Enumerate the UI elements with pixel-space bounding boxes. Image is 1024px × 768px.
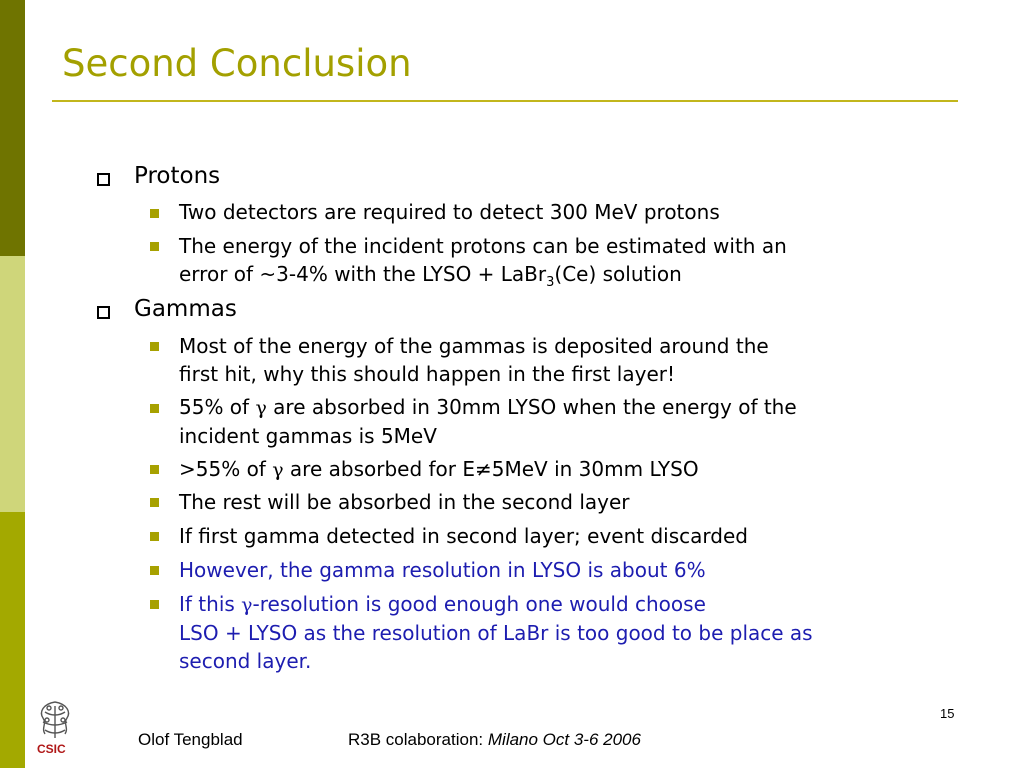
text-line: Most of the energy of the gammas is deposited around the — [179, 334, 769, 358]
text-span: -resolution is good enough one would choose — [252, 592, 706, 616]
text-line: second layer. — [179, 649, 312, 673]
text-line: incident gammas is 5MeV — [179, 424, 437, 448]
sidebar-segment-dark — [0, 0, 25, 256]
sidebar-segment-light — [0, 256, 25, 512]
text-span: 55% of — [179, 395, 256, 419]
page-number: 15 — [940, 706, 955, 721]
gamma-symbol: γ — [272, 459, 284, 481]
title-underline — [52, 100, 958, 102]
bullet-protons-detectors: Two detectors are required to detect 300 MeV protons — [179, 200, 720, 224]
bullet-gammas-discard: If first gamma detected in second layer; event discarded — [179, 524, 748, 548]
bullet-gammas-energy — [179, 332, 769, 388]
footer-conference — [348, 730, 641, 750]
hollow-square-bullet-icon — [97, 306, 110, 319]
bullet-protons: Protons — [134, 163, 221, 189]
square-bullet-icon — [150, 532, 159, 541]
text-span: error of ~3-4% with the LYSO + LaBr — [179, 262, 547, 286]
text-line — [179, 590, 813, 619]
text-line: first hit, why this should happen in the first layer! — [179, 362, 675, 386]
text-line — [179, 260, 787, 297]
text-span: (Ce) solution — [554, 262, 682, 286]
bullet-gammas: Gammas — [134, 296, 237, 322]
square-bullet-icon — [150, 600, 159, 609]
text-span: are absorbed in 30mm LYSO when the energy of the — [266, 395, 797, 419]
conference-label: R3B colaboration: — [348, 730, 488, 749]
bullet-gammas-choose — [179, 590, 813, 675]
text-line: The energy of the incident protons can be estimated with an — [179, 234, 787, 258]
text-line — [179, 393, 797, 422]
logo-text: CSIC — [37, 742, 66, 756]
hollow-square-bullet-icon — [97, 173, 110, 186]
bullet-gammas-55pct — [179, 393, 797, 450]
bullet-gammas-resolution: However, the gamma resolution in LYSO is about 6% — [179, 558, 706, 582]
bullet-gammas-rest: The rest will be absorbed in the second layer — [179, 490, 630, 514]
square-bullet-icon — [150, 566, 159, 575]
sidebar-segment-mid — [0, 512, 25, 768]
conference-place: Milano Oct 3-6 2006 — [487, 730, 641, 749]
footer-author: Olof Tengblad — [138, 730, 243, 749]
square-bullet-icon — [150, 342, 159, 351]
bullet-protons-energy — [179, 232, 787, 297]
text-span: >55% of — [179, 457, 273, 481]
subscript: 3 — [546, 275, 555, 290]
gamma-symbol: γ — [241, 594, 253, 616]
text-span: are absorbed for E≠5MeV in 30mm LYSO — [283, 457, 699, 481]
bullet-gammas-gt55pct — [179, 455, 699, 484]
sidebar-decoration — [0, 0, 25, 768]
slide-title: Second Conclusion — [62, 42, 412, 85]
square-bullet-icon — [150, 498, 159, 507]
text-span: If this — [179, 592, 242, 616]
gamma-symbol: γ — [255, 397, 267, 419]
square-bullet-icon — [150, 242, 159, 251]
square-bullet-icon — [150, 465, 159, 474]
square-bullet-icon — [150, 404, 159, 413]
square-bullet-icon — [150, 209, 159, 218]
text-line: LSO + LYSO as the resolution of LaBr is too good to be place as — [179, 621, 813, 645]
